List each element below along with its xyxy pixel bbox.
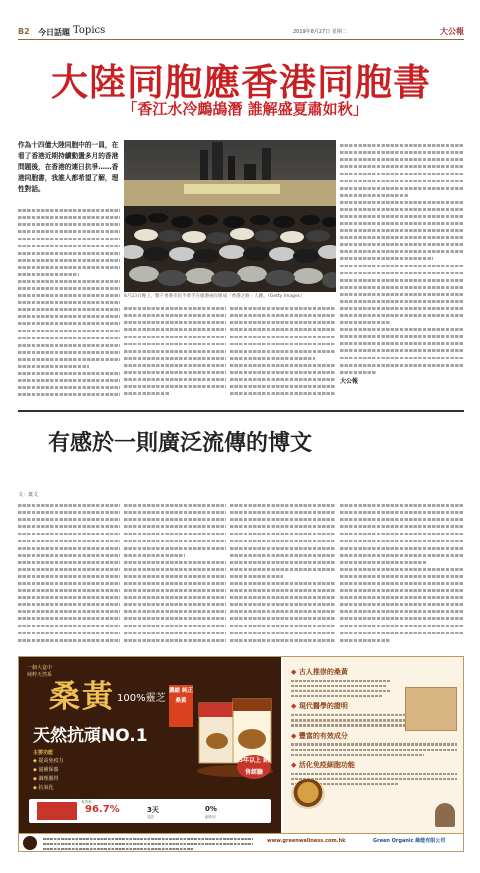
page-number: B2 (18, 27, 30, 36)
ad-sidebar-section: ◆ 古人推崇的桑黃 (291, 667, 457, 677)
umbrella-crowd-photo (124, 140, 336, 292)
ad-stat-days-label: 見效 (147, 815, 155, 819)
ad-stat-days: 3天 (147, 806, 159, 814)
ad-slogan: 天然抗頑NO.1 (33, 726, 148, 746)
newspaper-name: 大公報 (440, 27, 464, 36)
lede-paragraph: 作為十四億大陸同胞中的一員，在看了香港近期持續動盪多月的香港問題後，在香港的連日抗爭……香港同胞書，我誰人都希望了解，理性對話。 (18, 141, 119, 193)
section-topics: Topics (73, 25, 106, 36)
ad-features-title: 主要功能 (33, 750, 54, 756)
ad-sidebar-thumbnail (405, 687, 457, 731)
second-article-author: 文：葉文 (18, 492, 39, 498)
ad-sidebar-section: ◆ 現代醫學的證明 (291, 701, 457, 711)
article2-column-3 (230, 500, 336, 650)
article1-column-3 (230, 303, 336, 405)
photo-caption: 8月23日晚上，數千香港市民手牽手在維港兩岸組成「香港之路」人鏈。（Getty Images） (124, 294, 305, 299)
advertisement (18, 656, 464, 852)
ad-feature-item: ◆ 抗氧化 (33, 784, 63, 793)
ad-website: www.greenwellness.com.hk (267, 838, 346, 844)
article1-column-4 (340, 140, 464, 408)
ad-purity-badge: 濃縮 純正 桑黃 (169, 685, 193, 727)
ad-stats-tag (37, 802, 77, 820)
ad-sidebar-section: ◆ 活化免疫細胞功能 (291, 760, 457, 770)
ad-feature-list (33, 749, 63, 793)
ad-feature-item: ◆ 滋補保養 (33, 766, 63, 775)
ad-footer (19, 833, 463, 851)
section-divider (18, 410, 464, 412)
article1-byline: 大公報 (340, 377, 359, 385)
ad-feature-item: ◆ 提高免疫力 (33, 757, 63, 766)
sub-headline: 「 香江水冷鷓鴣潛 誰解盛夏肅如秋 」 (90, 98, 400, 118)
ad-main-panel (19, 657, 281, 833)
ad-stat-side-effect-label: 副作用 (205, 815, 216, 819)
issue-date: 2019年8月27日 星期二 (293, 29, 347, 35)
ad-brand-caption: 100%靈芝 (117, 693, 166, 704)
ad-stat-side-effect: 0% (205, 805, 217, 813)
article2-column-4 (340, 500, 464, 650)
article1-column-1 (18, 205, 120, 405)
section-name: 今日話題 (38, 28, 70, 37)
ad-percent-value: 96.7% (85, 804, 120, 815)
article2-column-1 (18, 500, 120, 650)
ad-footer-brand: Green Organic 綠能有限公司 (373, 838, 446, 844)
ad-stats-bar (29, 799, 271, 823)
page-header (18, 26, 464, 40)
ad-percent-label: 有效率 (81, 800, 92, 804)
ad-tagline-2: 純粹天然系 (27, 672, 53, 678)
main-headline: 大陸同胞應香港同胞書 (51, 60, 431, 104)
doctor-portrait (435, 803, 455, 827)
ad-sidebar-panel (283, 657, 463, 833)
ad-tagline-1: 一個大盒中 (27, 665, 53, 671)
article1-column-2 (124, 303, 226, 405)
ad-experience-badge: 5年以上 銷售經驗 (237, 755, 271, 779)
tea-cup-image (291, 779, 325, 809)
ad-brand-name: 桑黃 (49, 679, 115, 715)
ad-feature-item: ◆ 調理腸胃 (33, 775, 63, 784)
ad-sidebar-section: ◆ 豐富的有效成分 (291, 731, 457, 741)
article2-column-2 (124, 500, 226, 650)
second-headline: 有感於一則廣泛流傳的博文 (48, 430, 313, 456)
ad-footer-logo-icon (23, 836, 37, 850)
